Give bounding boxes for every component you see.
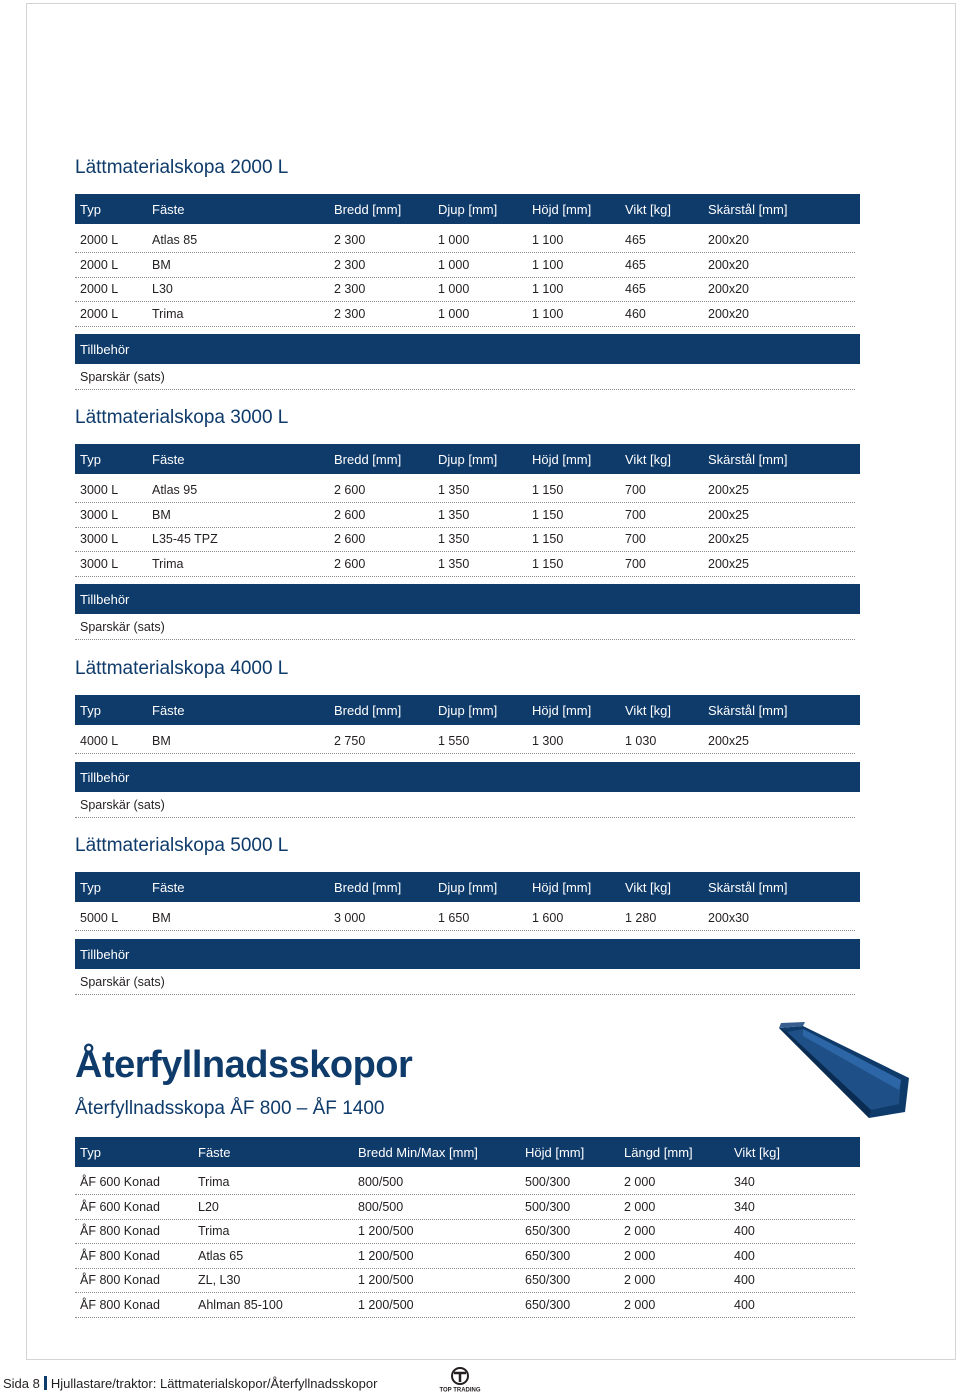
table-cell: 200x25 (708, 532, 750, 546)
column-header: Djup [mm] (438, 202, 498, 217)
accessory-label: Sparskär (sats) (80, 797, 165, 812)
table-cell: 2 000 (624, 1175, 656, 1189)
column-header: Bredd Min/Max [mm] (358, 1145, 478, 1160)
table-cell: 3000 L (80, 507, 119, 522)
table-cell: 1 100 (532, 306, 564, 321)
table-cell: 1 600 (532, 911, 564, 925)
accessory-row (75, 793, 855, 818)
table-cell: Atlas 95 (152, 483, 198, 497)
table-cell: ÅF 800 Konad (80, 1273, 160, 1287)
column-header: Skärstål [mm] (708, 703, 788, 718)
table-header (75, 444, 860, 474)
table-header (75, 1137, 860, 1167)
accessory-label: Sparskär (sats) (80, 974, 165, 989)
svg-text:TOP TRADING: TOP TRADING (439, 1387, 481, 1393)
table-cell: 2 750 (334, 734, 366, 748)
table-cell: BM (152, 257, 171, 272)
footer (3, 1376, 377, 1391)
accessory-label: Sparskär (sats) (80, 370, 165, 384)
table-cell: 200x25 (708, 507, 750, 522)
table-cell: Trima (152, 556, 184, 571)
column-header: Höjd [mm] (532, 452, 592, 467)
table-cell: 500/300 (525, 1199, 571, 1214)
table-cell: 340 (734, 1199, 755, 1214)
table-cell: L30 (152, 282, 173, 296)
table-cell: 650/300 (525, 1297, 571, 1312)
table-header (75, 872, 860, 902)
accessory-header (75, 939, 860, 969)
column-header: Fäste (152, 452, 185, 467)
column-header: Typ (80, 202, 101, 217)
table-cell: 1 200/500 (358, 1248, 414, 1263)
section-title: Lättmaterialskopa 2000 L (75, 157, 289, 178)
table-cell: 1 280 (625, 911, 657, 925)
table-cell: 1 550 (438, 734, 470, 748)
table-row (75, 228, 855, 253)
table-cell: 1 100 (532, 257, 564, 272)
table-row (75, 277, 855, 302)
table-cell: 460 (625, 306, 646, 321)
table-cell: L20 (198, 1199, 219, 1214)
table-cell: 2000 L (80, 257, 119, 272)
table-cell: 400 (734, 1224, 755, 1238)
table-cell: Atlas 65 (198, 1248, 244, 1263)
table-cell: 2 600 (334, 507, 366, 522)
table-cell: 3000 L (80, 556, 119, 571)
table-cell: 1 650 (438, 911, 470, 925)
table-cell: 700 (625, 483, 646, 497)
column-header: Höjd [mm] (525, 1145, 585, 1160)
column-header: Typ (80, 703, 101, 718)
table-cell: 650/300 (525, 1273, 571, 1287)
column-header: Vikt [kg] (625, 202, 672, 217)
table-cell: 2 000 (624, 1273, 656, 1287)
column-header: Bredd [mm] (334, 880, 402, 895)
table-cell: 1 100 (532, 233, 564, 247)
table-cell: BM (152, 911, 171, 925)
table-cell: 200x25 (708, 483, 750, 497)
table-cell: 2000 L (80, 282, 119, 296)
table-cell: 200x20 (708, 257, 750, 272)
table-cell: Trima (198, 1175, 230, 1189)
table-cell: 340 (734, 1175, 755, 1189)
table-cell: 2 300 (334, 233, 366, 247)
table-cell: 1 030 (625, 734, 657, 748)
column-header: Bredd [mm] (334, 452, 402, 467)
column-header: Vikt [kg] (625, 880, 672, 895)
table-cell: BM (152, 734, 171, 748)
column-header: Vikt [kg] (625, 452, 672, 467)
column-header: Höjd [mm] (532, 202, 592, 217)
column-header: Fäste (152, 703, 185, 718)
table-row (75, 527, 855, 552)
table-cell: 800/500 (358, 1175, 404, 1189)
column-header: Typ (80, 1145, 101, 1160)
table-cell: 1 200/500 (358, 1297, 414, 1312)
table-cell: 400 (734, 1273, 755, 1287)
table-cell: 3 000 (334, 911, 366, 925)
table-cell: 200x25 (708, 734, 750, 748)
column-header: Djup [mm] (438, 880, 498, 895)
table-cell: 2 300 (334, 306, 366, 321)
table-cell: 800/500 (358, 1199, 404, 1214)
accessory-label: Sparskär (sats) (80, 620, 165, 634)
column-header: Typ (80, 880, 101, 895)
table-cell: ÅF 800 Konad (80, 1224, 160, 1238)
table-row (75, 1195, 855, 1220)
table-cell: 1 000 (438, 233, 470, 247)
column-header: Djup [mm] (438, 703, 498, 718)
table-cell: ÅF 800 Konad (80, 1248, 160, 1263)
table-cell: 400 (734, 1297, 755, 1312)
section-title: Lättmaterialskopa 3000 L (75, 407, 289, 428)
table-cell: 2 600 (334, 556, 366, 571)
table-cell: 1 100 (532, 282, 564, 296)
column-header: Skärstål [mm] (708, 202, 788, 217)
column-header: Skärstål [mm] (708, 880, 788, 895)
table-cell: 465 (625, 233, 646, 247)
table-cell: 1 150 (532, 507, 564, 522)
table-cell: 1 000 (438, 306, 470, 321)
footer-text: Hjullastare/traktor: Lättmaterialskopor/Återfyllnadsskopor (50, 1376, 378, 1391)
table-row (75, 1219, 855, 1244)
table-cell: 2 600 (334, 532, 366, 546)
table-cell: 1 000 (438, 257, 470, 272)
table-cell: 1 350 (438, 507, 470, 522)
column-header: Typ (80, 452, 101, 467)
table-cell: 5000 L (80, 911, 119, 925)
table-cell: 1 300 (532, 734, 564, 748)
table-header (75, 695, 860, 725)
table-cell: 2000 L (80, 233, 119, 247)
table-row (75, 729, 855, 754)
accessory-header (75, 584, 860, 614)
accessory-row (75, 365, 855, 390)
table-row (75, 478, 855, 503)
column-header: Fäste (152, 202, 185, 217)
table-cell: 700 (625, 507, 646, 522)
column-header: Bredd [mm] (334, 703, 402, 718)
table-cell: 700 (625, 556, 646, 571)
footer-divider (44, 1376, 47, 1390)
accessory-header (75, 762, 860, 792)
table-cell: 1 350 (438, 532, 470, 546)
table-cell: 200x20 (708, 282, 750, 296)
table-cell: Atlas 85 (152, 233, 198, 247)
column-header: Bredd [mm] (334, 202, 402, 217)
table-row (75, 906, 855, 931)
accessory-row (75, 970, 855, 995)
column-header: Djup [mm] (438, 452, 498, 467)
table-cell: 700 (625, 532, 646, 546)
table-row (75, 552, 855, 577)
section-title: Lättmaterialskopa 5000 L (75, 835, 289, 856)
column-header: Vikt [kg] (734, 1145, 781, 1160)
table-cell: L35-45 TPZ (152, 532, 218, 546)
top-trading-logo (432, 1367, 488, 1393)
column-header: Höjd [mm] (532, 703, 592, 718)
table-cell: ÅF 600 Konad (80, 1175, 160, 1189)
table-cell: BM (152, 507, 171, 522)
table-cell: ÅF 800 Konad (80, 1297, 160, 1312)
accessory-header-label: Tillbehör (80, 946, 130, 962)
table-cell: 3000 L (80, 483, 119, 497)
table-cell: ÅF 600 Konad (80, 1199, 160, 1214)
table-cell: 1 350 (438, 483, 470, 497)
table-cell: 1 150 (532, 556, 564, 571)
table-cell: Trima (152, 306, 184, 321)
accessory-header-label: Tillbehör (80, 592, 130, 607)
table-row (75, 503, 855, 528)
aterfyllnad-title: Återfyllnadsskopor (75, 1044, 413, 1086)
column-header: Fäste (152, 880, 185, 895)
table-cell: 2 300 (334, 282, 366, 296)
table-cell: 465 (625, 257, 646, 272)
table-cell: 3000 L (80, 532, 119, 546)
table-row (75, 1293, 855, 1318)
column-header: Höjd [mm] (532, 880, 592, 895)
table-row (75, 1244, 855, 1269)
table-row (75, 1170, 855, 1195)
table-cell: 1 200/500 (358, 1224, 414, 1238)
bucket-image (773, 1020, 913, 1120)
table-header (75, 194, 860, 224)
table-cell: 1 350 (438, 556, 470, 571)
column-header: Skärstål [mm] (708, 452, 788, 467)
table-cell: 400 (734, 1248, 755, 1263)
table-cell: 1 000 (438, 282, 470, 296)
table-cell: 200x30 (708, 911, 750, 925)
page-number: Sida 8 (3, 1376, 40, 1391)
table-cell: 650/300 (525, 1248, 571, 1263)
table-cell: 4000 L (80, 734, 119, 748)
table-cell: 2 000 (624, 1199, 656, 1214)
table-cell: 2 000 (624, 1224, 656, 1238)
table-cell: 2 300 (334, 257, 366, 272)
table-cell: 1 150 (532, 483, 564, 497)
column-header: Längd [mm] (624, 1145, 693, 1160)
accessory-header (75, 334, 860, 364)
table-cell: 2000 L (80, 306, 119, 321)
section-title: Lättmaterialskopa 4000 L (75, 658, 289, 679)
table-cell: Ahlman 85-100 (198, 1297, 283, 1312)
table-cell: 1 200/500 (358, 1273, 414, 1287)
table-cell: 2 000 (624, 1297, 656, 1312)
table-row (75, 253, 855, 278)
table-cell: 2 000 (624, 1248, 656, 1263)
table-cell: Trima (198, 1224, 230, 1238)
table-row (75, 302, 855, 327)
table-cell: 200x20 (708, 233, 750, 247)
column-header: Fäste (198, 1145, 231, 1160)
table-cell: 200x25 (708, 556, 750, 571)
table-cell: 500/300 (525, 1175, 571, 1189)
table-cell: 2 600 (334, 483, 366, 497)
table-row (75, 1268, 855, 1293)
table-cell: 650/300 (525, 1224, 571, 1238)
aterfyllnad-subtitle: Återfyllnadsskopa ÅF 800 – ÅF 1400 (75, 1098, 385, 1119)
table-cell: 1 150 (532, 532, 564, 546)
column-header: Vikt [kg] (625, 703, 672, 718)
table-cell: 200x20 (708, 306, 750, 321)
accessory-header-label: Tillbehör (80, 342, 130, 357)
table-cell: ZL, L30 (198, 1273, 241, 1287)
accessory-header-label: Tillbehör (80, 769, 130, 785)
table-cell: 465 (625, 282, 646, 296)
accessory-row (75, 615, 855, 640)
